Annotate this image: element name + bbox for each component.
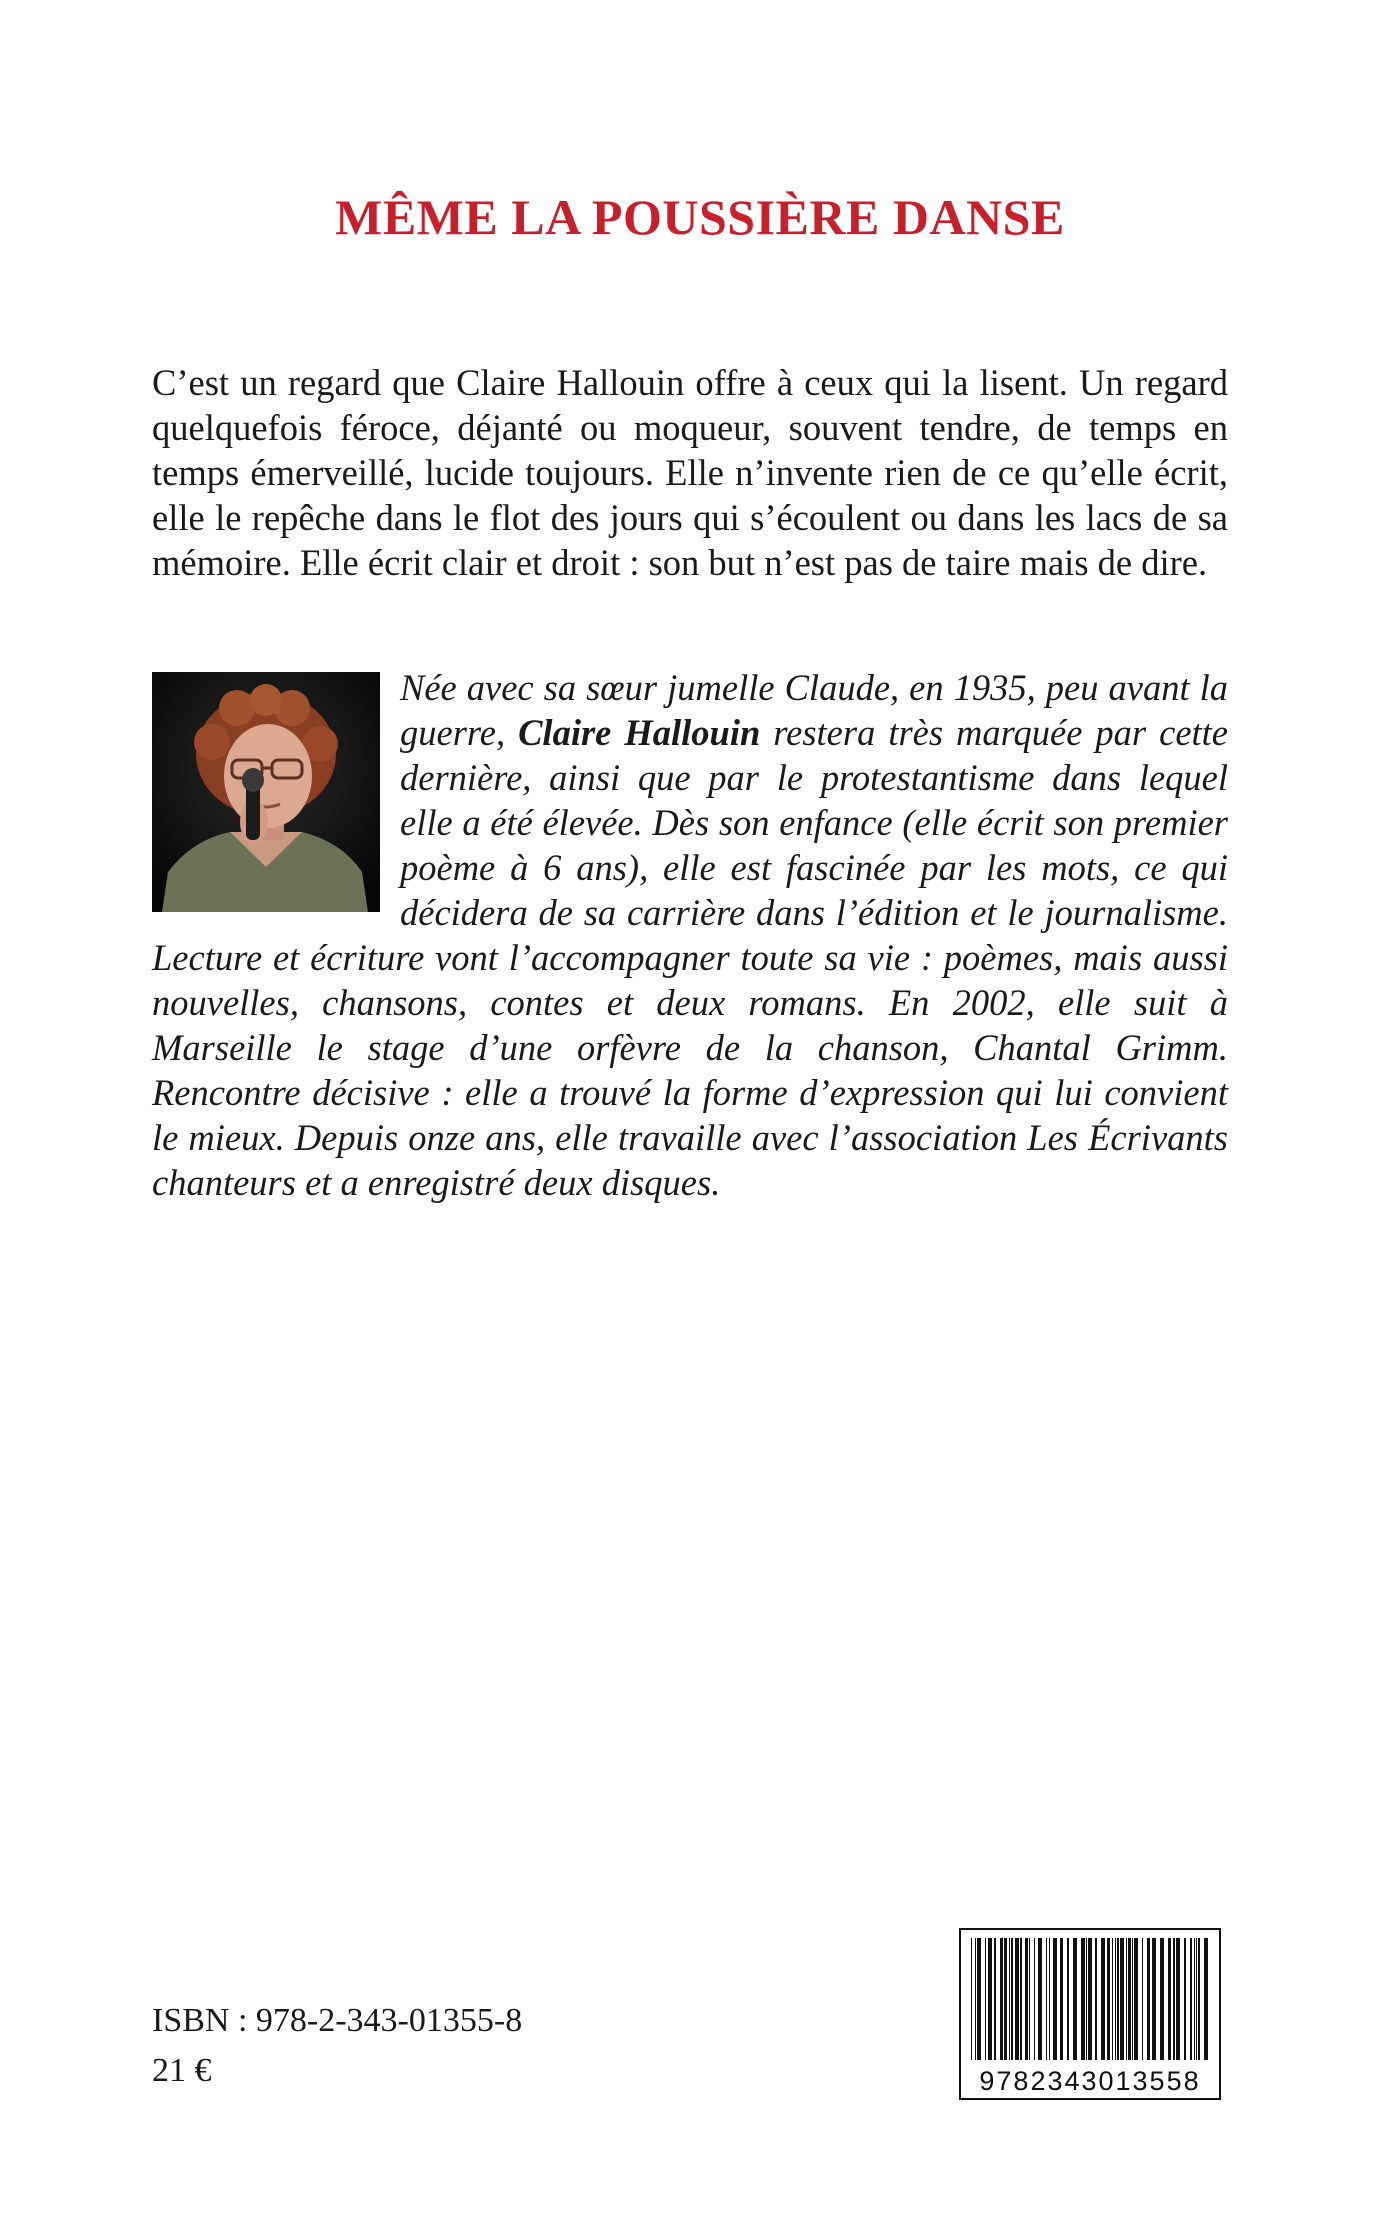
barcode-bar xyxy=(1020,1938,1022,2060)
barcode-bar xyxy=(1173,1938,1175,2060)
barcode-bar xyxy=(1081,1938,1085,2060)
barcode-bar xyxy=(1126,1938,1127,2060)
barcode-bar xyxy=(1204,1938,1208,2060)
barcode-bar xyxy=(1142,1938,1143,2060)
barcode-bar xyxy=(1168,1938,1171,2060)
barcode-bar xyxy=(1009,1938,1010,2060)
book-title: MÊME LA POUSSIÈRE DANSE xyxy=(335,189,1065,245)
barcode-bar xyxy=(985,1938,986,2060)
barcode-bar xyxy=(1176,1938,1180,2060)
author-photo xyxy=(152,672,380,912)
barcode-bar xyxy=(1029,1938,1030,2060)
barcode-bar xyxy=(1011,1938,1013,2060)
barcode-bar xyxy=(971,1938,972,2060)
barcode-bar xyxy=(1015,1938,1019,2060)
barcode-bar xyxy=(1053,1938,1057,2060)
barcode-bar xyxy=(988,1938,992,2060)
barcode-bar xyxy=(1060,1938,1063,2060)
barcode-bar xyxy=(994,1938,996,2060)
barcode-bar xyxy=(1095,1938,1097,2060)
barcode-bar xyxy=(1160,1938,1164,2060)
barcode-bar xyxy=(1004,1938,1007,2060)
bio-text-start: Née avec sa sœur jumelle Claude, en 1935, peu avant la guerre, xyxy=(400,667,1228,753)
barcode-bar xyxy=(975,1938,976,2060)
barcode-bar xyxy=(1046,1938,1047,2060)
barcode-bar xyxy=(1049,1938,1050,2060)
barcode-bar xyxy=(1184,1938,1186,2060)
barcode-bar xyxy=(1025,1938,1028,2060)
barcode xyxy=(959,1928,1221,2100)
barcode-bar xyxy=(1101,1938,1105,2060)
barcode-bar xyxy=(1117,1938,1119,2060)
price-label: 21 € xyxy=(152,2052,212,2089)
barcode-bar xyxy=(1132,1938,1133,2060)
barcode-bar xyxy=(1196,1938,1197,2060)
barcode-digits: 9782343013558 xyxy=(979,2066,1201,2096)
barcode-bar xyxy=(1034,1938,1035,2060)
barcode-bar xyxy=(1067,1938,1069,2060)
barcode-bar xyxy=(1115,1938,1116,2060)
barcode-bar xyxy=(1073,1938,1077,2060)
barcode-bar xyxy=(1112,1938,1113,2060)
barcode-bar xyxy=(1128,1938,1131,2060)
blurb-paragraph: C’est un regard que Claire Hallouin offre à ceux qui la lisent. Un regard quelquefois féroce, déjanté ou moqueur, souvent tendre, de temps en temps émerveillé, lucide toujours. Elle n’invente rien de ce qu’elle écrit, elle le repêche dans le flot des jours qui s’écoulent ou dans les lacs de sa mémoire. Elle écrit clair et droit : son but n’est pas de taire mais de dire. xyxy=(152,362,1228,583)
barcode-bar xyxy=(1038,1938,1042,2060)
barcode-bar xyxy=(1107,1938,1110,2060)
barcode-bar xyxy=(1088,1938,1092,2060)
author-biography xyxy=(152,665,1228,1205)
barcode-bar xyxy=(1086,1938,1087,2060)
barcode-bar xyxy=(977,1938,981,2060)
barcode-bar xyxy=(1120,1938,1124,2060)
barcode-bar xyxy=(1152,1938,1156,2060)
barcode-bar xyxy=(1198,1938,1200,2060)
isbn-label: ISBN : 978-2-343-01355-8 xyxy=(152,2002,523,2039)
barcode-bar xyxy=(1190,1938,1192,2060)
barcode-bar xyxy=(1147,1938,1150,2060)
bio-text-rest: restera très marquée par cette dernière, ainsi que par le protestantisme dans lequel elle a été élevée. Dès son enfance (elle écrit son premier poème à 6 ans), elle est fascinée par les mots, ce qui décidera de sa carrière dans l’édition et le journalisme. Lecture et écriture vont l’accompagner toute sa vie : poèmes, mais aussi nouvelles, chansons, contes et deux romans. En 2002, elle suit à Marseille le stage d’une orfèvre de la chanson, Chantal Grimm. Rencontre décisive : elle a trouvé la forme d’expression qui lui convient le mieux. Depuis onze ans, elle travaille avec l’association Les Écrivants chanteurs et a enregistré deux disques. xyxy=(152,712,1228,1203)
barcode-bar xyxy=(1134,1938,1138,2060)
author-name: Claire Hallouin xyxy=(518,712,761,753)
barcode-bar xyxy=(1194,1938,1195,2060)
barcode-bar xyxy=(1000,1938,1003,2060)
